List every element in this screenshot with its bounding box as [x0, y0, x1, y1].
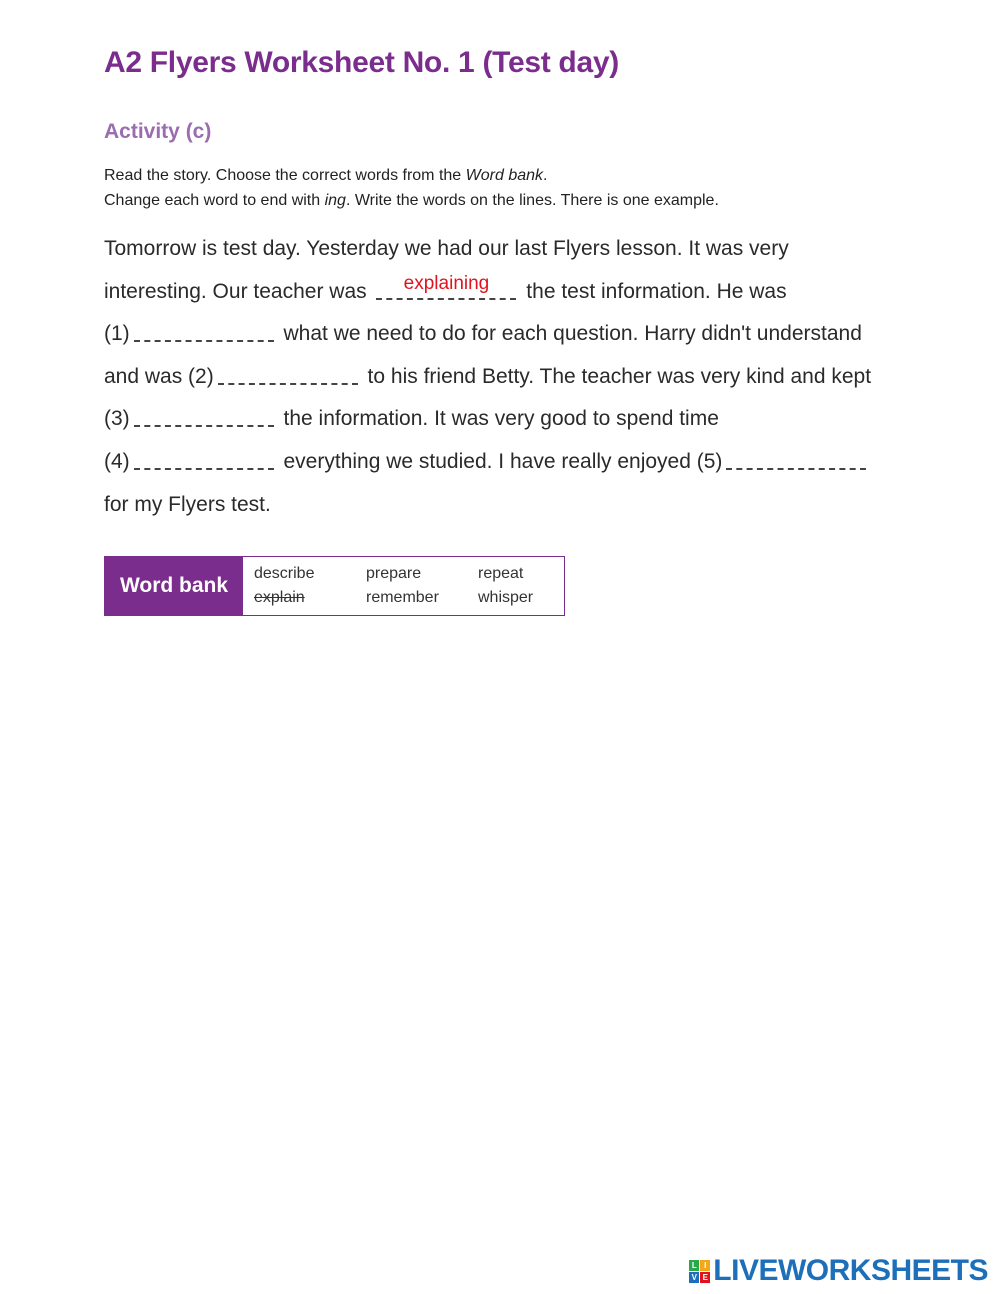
story-line: Tomorrow is test day. Yesterday we had our last Flyers lesson. It was very [104, 237, 789, 260]
word-bank-word-used: explain [254, 589, 305, 606]
word-bank [104, 556, 565, 616]
answer-blank-3[interactable] [134, 405, 274, 427]
word-bank-word: describe [254, 565, 315, 582]
answer-blank-1[interactable] [134, 320, 274, 342]
word-bank-word: prepare [366, 565, 422, 582]
story-text [104, 228, 924, 526]
answer-input-3[interactable] [134, 405, 274, 427]
word-bank-word: repeat [478, 565, 524, 582]
story-line: and was (2) to his friend Betty. The teacher was very kind and kept [104, 364, 872, 388]
answer-input-1[interactable] [134, 320, 274, 342]
answer-blank-5[interactable] [726, 448, 866, 470]
activity-heading: Activity (c) [104, 120, 212, 143]
word-bank-words [243, 557, 564, 615]
answer-input-5[interactable] [726, 448, 866, 470]
word-bank-label: Word bank [105, 557, 243, 615]
word-bank-word: remember [366, 589, 439, 606]
story-line: (1) what we need to do for each question. Harry didn't understand [104, 322, 862, 346]
answer-blank-2[interactable] [218, 363, 358, 385]
example-blank [376, 272, 516, 300]
story-line: interesting. Our teacher was explaining the test information. He was [104, 272, 787, 303]
logo-text: LIVEWORKSHEETS [713, 1254, 988, 1287]
page-title: A2 Flyers Worksheet No. 1 (Test day) [104, 46, 619, 79]
logo-mark-icon: L I V E [689, 1260, 710, 1283]
example-answer: explaining [403, 272, 490, 294]
instruction-line-2: Change each word to end with ing. Write the words on the lines. There is one example. [104, 192, 719, 209]
word-bank-word: whisper [478, 589, 534, 606]
answer-input-4[interactable] [134, 448, 274, 470]
answer-input-2[interactable] [218, 363, 358, 385]
liveworksheets-logo[interactable] [689, 1254, 988, 1288]
instruction-line-1: Read the story. Choose the correct words from the Word bank. [104, 167, 548, 184]
story-line: for my Flyers test. [104, 492, 271, 516]
story-line: (4) everything we studied. I have really enjoyed (5) [104, 441, 924, 484]
story-line: (3) the information. It was very good to spend time [104, 407, 719, 431]
answer-blank-4[interactable] [134, 448, 274, 470]
instructions [104, 163, 904, 213]
